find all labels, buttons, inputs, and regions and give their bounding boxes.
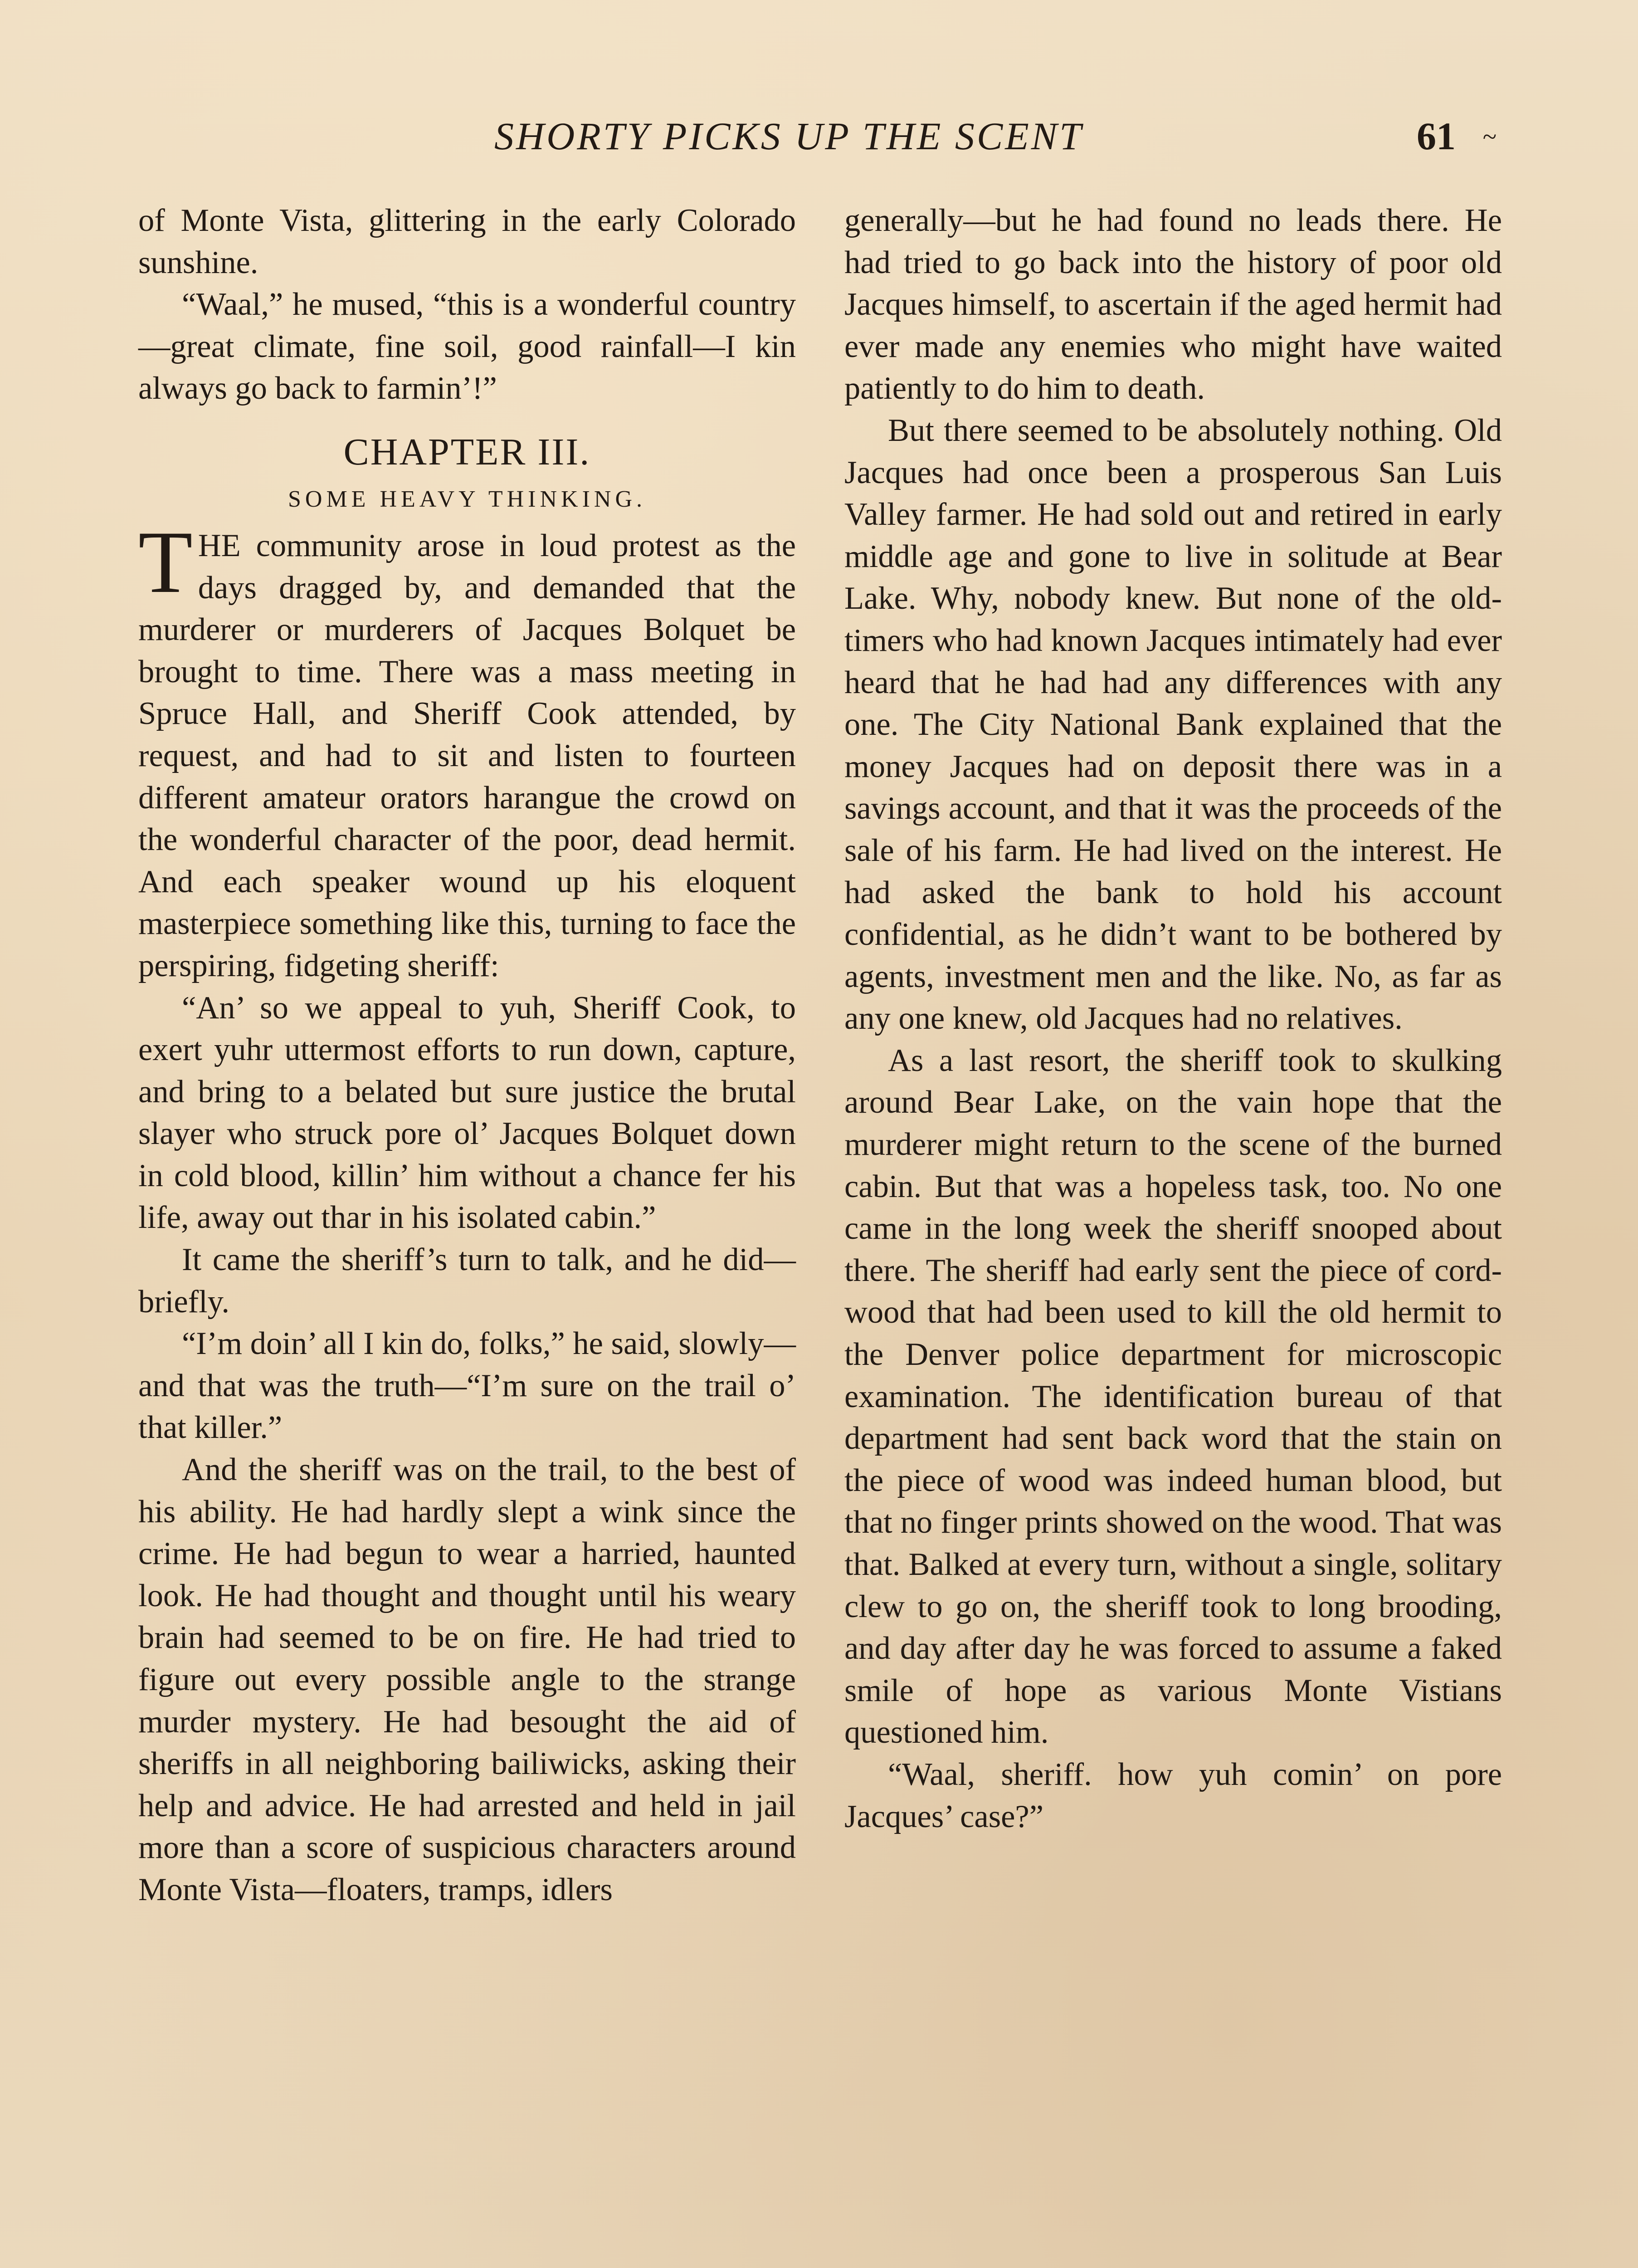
paragraph: “Waal,” he mused, “this is a wonderful country—great climate, fine soil, good rainfall—I kin always go back to farmin’!” — [138, 287, 796, 406]
chapter-subtitle: SOME HEAVY THINKING. — [288, 486, 647, 512]
paragraph: generally—but he had found no leads there. He had tried to go back into the history of poor old Jacques himself, to ascertain if the aged hermit had ever made any enemies who might have waited patiently to do him to death. — [844, 203, 1502, 406]
chapter-title: CHAPTER III. — [343, 430, 591, 473]
header-mark: ~ — [1482, 123, 1497, 151]
paragraph: of Monte Vista, glittering in the early Colorado sunshine. — [138, 203, 796, 280]
page-header — [136, 113, 1519, 172]
running-head: SHORTY PICKS UP THE SCENT — [494, 114, 1083, 158]
left-column — [138, 200, 796, 1911]
paragraph: And the sheriff was on the trail, to the best of his ability. He had hardly slept a wink since the crime. He had begun to wear a harried, haunted look. He had thought and thought until his weary brain had seemed to be on fire. He had tried to figure out every possible angle to the strange murder mystery. He had besought the aid of sheriffs in all neighboring bailiwicks, asking their help and advice. He had arrested and held in jail more than a score of suspicious characters around Monte Vista—floaters, tramps, idlers — [138, 1452, 796, 1907]
paragraph: “An’ so we appeal to yuh, Sheriff Cook, to exert yuhr uttermost efforts to run down, capture, and bring to a belated but sure justice the brutal slayer who struck pore ol’ Jacques Bolquet down in cold blood, killin’ him without a chance fer his life, away out thar in his isolated cabin.” — [138, 990, 796, 1236]
paragraph: It came the sheriff’s turn to talk, and he did—briefly. — [138, 1242, 796, 1320]
paragraph: “Waal, sheriff. how yuh comin’ on pore Jacques’ case?” — [844, 1756, 1502, 1834]
right-column — [844, 200, 1502, 1838]
paragraph: As a last resort, the sheriff took to skulking around Bear Lake, on the vain hope that the murderer might return to the scene of the burned cabin. But that was a hopeless task, too. No one came in the long week the sheriff snooped about there. The sheriff had early sent the piece of cord-wood that had been used to kill the old hermit to the Denver police department for microscopic examination. The identification bureau of that department had sent back word that the stain on the piece of wood was indeed human blood, but that no finger prints showed on the wood. That was that. Balked at every turn, without a single, solitary clew to go on, the sheriff took to long brooding, and day after day he was forced to assume a faked smile of hope as various Monte Vistians questioned him. — [844, 1042, 1502, 1750]
page-number: 61 — [1417, 114, 1456, 158]
paragraph: But there seemed to be absolutely nothing. Old Jacques had once been a prosperous San Luis Valley farmer. He had sold out and retired in early middle age and gone to live in solitude at Bear Lake. Why, nobody knew. But none of the old-timers who had known Jacques intimately had ever heard that he had had any differences with any one. The City National Bank explained that the money Jacques had on deposit there was in a savings account, and that it was the proceeds of the sale of his farm. He had lived on the interest. He had asked the bank to hold his account confidential, as he didn’t want to be bothered by agents, investment men and the like. No, as far as any one knew, old Jacques had no relatives. — [844, 412, 1502, 1036]
paragraph-dropcap: THE community arose in loud protest as the days dragged by, and demanded that the murderer or murderers of Jacques Bolquet be brought to time. There was a mass meeting in Spruce Hall, and Sheriff Cook attended, by request, and had to sit and listen to fourteen different amateur orators harangue the crowd on the wonderful character of the poor, dead hermit. And each speaker wound up his eloquent masterpiece something like this, turning to face the perspiring, fidgeting sheriff: — [138, 513, 796, 983]
paragraph: “I’m doin’ all I kin do, folks,” he said, slowly—and that was the truth—“I’m sure on the trail o’ that killer.” — [138, 1326, 796, 1446]
